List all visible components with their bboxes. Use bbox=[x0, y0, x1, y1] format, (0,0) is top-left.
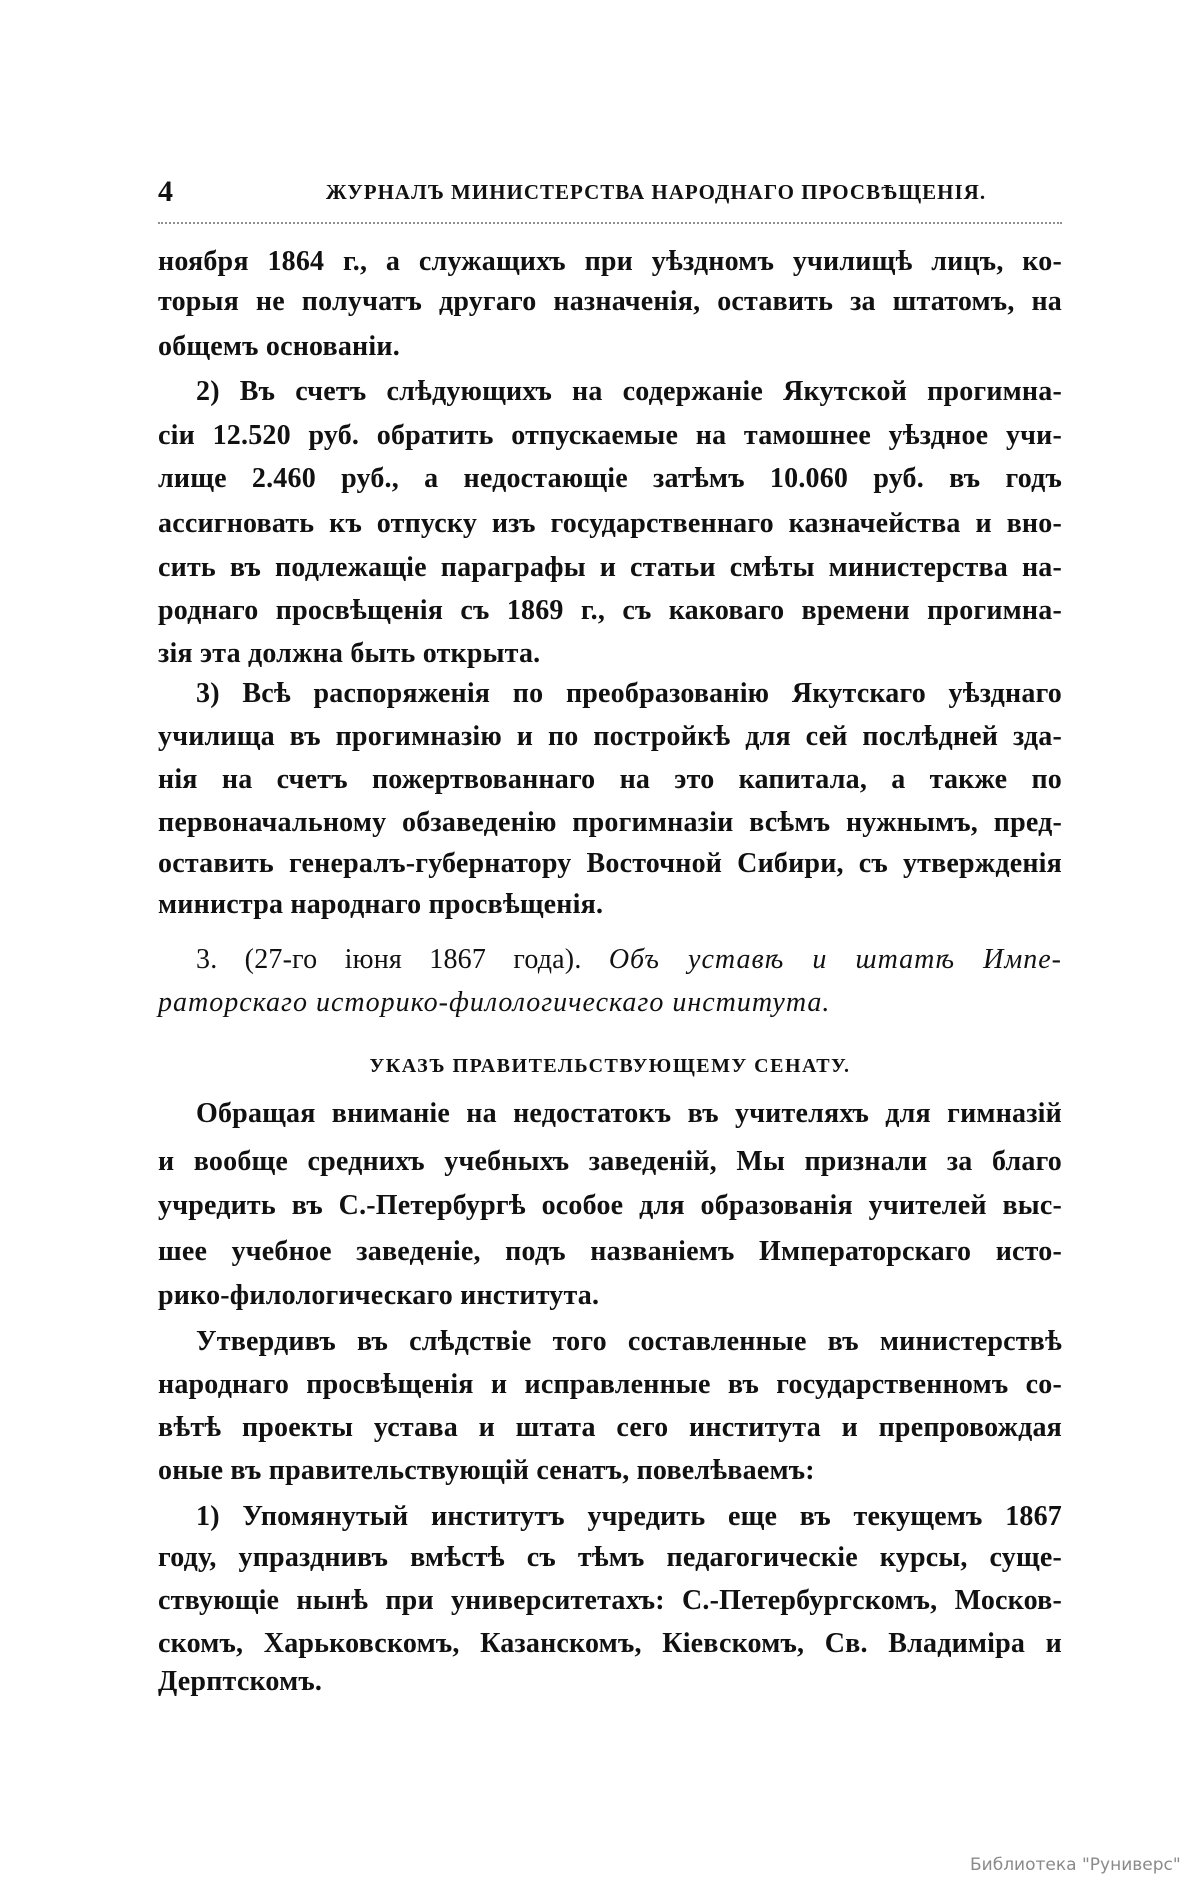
text-line: училища въ прогимназію и по постройкѣ для сей послѣдней зда- bbox=[158, 721, 1062, 752]
text-line: вѣтѣ проекты устава и штата сего института и препровождая bbox=[158, 1412, 1062, 1443]
text-line: сіи 12.520 руб. обратить отпускаемые на тамошнее уѣздное учи- bbox=[158, 420, 1062, 451]
text-line: учредить въ С.-Петербургѣ особое для образованія учителей выс- bbox=[158, 1190, 1062, 1221]
text-line: народнаго просвѣщенія и исправленные въ государственномъ со- bbox=[158, 1369, 1062, 1400]
text-line: ноября 1864 г., а служащихъ при уѣздномъ училищѣ лицъ, ко- bbox=[158, 246, 1062, 277]
text-line: первоначальному обзаведенію прогимназіи всѣмъ нужнымъ, пред- bbox=[158, 807, 1062, 838]
text-line: зія эта должна быть открыта. bbox=[158, 638, 541, 669]
running-title: ЖУРНАЛЪ МИНИСТЕРСТВА НАРОДНАГО ПРОСВѢЩЕНІЯ. bbox=[325, 180, 987, 204]
text-line: 3) Всѣ распоряженія по преобразованію Якутскаго уѣзднаго bbox=[196, 678, 1062, 709]
decree-number-date: 3. (27-го іюня 1867 года). bbox=[196, 944, 582, 975]
text-line: ассигновать къ отпуску изъ государственнаго казначейства и вно- bbox=[158, 508, 1062, 539]
library-watermark: Библиотека "Руниверс" bbox=[970, 1855, 1181, 1875]
text-line: году, упразднивъ вмѣстѣ съ тѣмъ педагогическіе курсы, суще- bbox=[158, 1542, 1062, 1573]
text-line: оные въ правительствующій сенатъ, повелѣваемъ: bbox=[158, 1455, 815, 1486]
text-line: торыя не получатъ другаго назначенія, оставить за штатомъ, на bbox=[158, 286, 1062, 317]
text-line: оставить генералъ-губернатору Восточной Сибири, съ утвержденія bbox=[158, 848, 1062, 879]
decree-title-line: раторскаго историко-филологическаго института. bbox=[158, 987, 831, 1018]
text-line: скомъ, Харьковскомъ, Казанскомъ, Кіевскомъ, Св. Владиміра и bbox=[158, 1628, 1062, 1659]
text-line: Утвердивъ въ слѣдствіе того составленные въ министерствѣ bbox=[196, 1326, 1062, 1357]
text-line: лище 2.460 руб., а недостающіе затѣмъ 10.060 руб. въ годъ bbox=[158, 463, 1062, 494]
text-line: рико-филологическаго института. bbox=[158, 1280, 600, 1311]
text-line: общемъ основаніи. bbox=[158, 331, 400, 362]
decree-title-part1: Объ уставѣ и штатѣ Импе- bbox=[608, 944, 1062, 975]
text-line: Обращая вниманіе на недостатокъ въ учителяхъ для гимназій bbox=[196, 1098, 1062, 1129]
text-line: сить въ подлежащіе параграфы и статьи смѣты министерства на- bbox=[158, 552, 1062, 583]
text-line: министра народнаго просвѣщенія. bbox=[158, 889, 604, 920]
text-line: шее учебное заведеніе, подъ названіемъ Императорскаго исто- bbox=[158, 1236, 1062, 1267]
text-line: ствующіе нынѣ при университетахъ: С.-Петербургскомъ, Москов- bbox=[158, 1585, 1062, 1616]
text-line: роднаго просвѣщенія съ 1869 г., съ каковаго времени прогимна- bbox=[158, 595, 1062, 626]
text-line: 2) Въ счетъ слѣдующихъ на содержаніе Якутской прогимна- bbox=[196, 376, 1062, 407]
page-number: 4 bbox=[158, 175, 173, 208]
decree-heading: УКАЗЪ ПРАВИТЕЛЬСТВУЮЩЕМУ СЕНАТУ. bbox=[369, 1055, 851, 1077]
dotted-rule bbox=[158, 222, 1062, 224]
decree-title-line bbox=[196, 940, 1062, 980]
text-line: Дерптскомъ. bbox=[158, 1666, 323, 1697]
text-line: нія на счетъ пожертвованнаго на это капитала, а также по bbox=[158, 764, 1062, 795]
text-line: 1) Упомянутый институтъ учредить еще въ текущемъ 1867 bbox=[196, 1501, 1062, 1532]
text-line: и вообще среднихъ учебныхъ заведеній, Мы признали за благо bbox=[158, 1146, 1062, 1177]
